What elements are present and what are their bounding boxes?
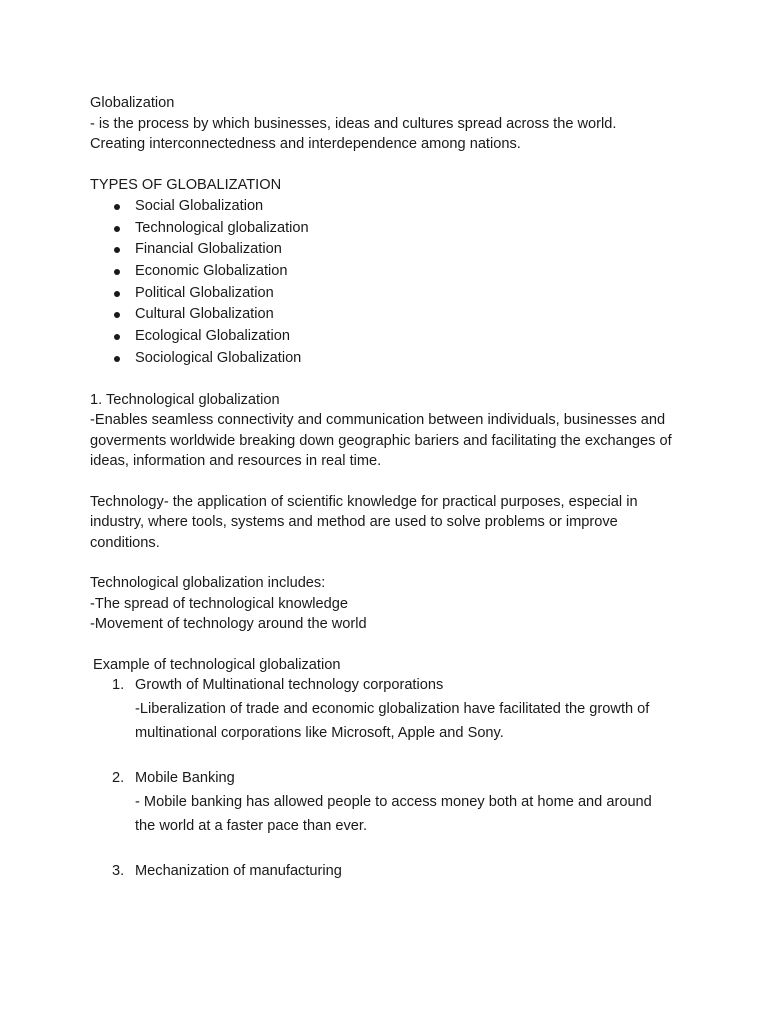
bullet-icon xyxy=(114,247,120,253)
list-item: Financial Globalization xyxy=(90,239,690,261)
bullet-icon xyxy=(114,334,120,340)
bullet-icon xyxy=(114,291,120,297)
tech-line-3: ideas, information and resources in real time. xyxy=(90,453,382,469)
types-heading: TYPES OF GLOBALIZATION xyxy=(90,176,282,193)
list-item: Sociological Globalization xyxy=(90,348,690,370)
list-item xyxy=(90,675,690,745)
technology-def-line-1: Technology- the application of scientific knowledge for practical purposes, especial in xyxy=(90,493,638,510)
examples-list xyxy=(90,675,690,882)
list-number: 3. xyxy=(112,863,125,879)
list-item: Cultural Globalization xyxy=(90,304,690,326)
includes-heading: Technological globalization includes: xyxy=(90,575,326,591)
includes-line-1: -The spread of technological knowledge xyxy=(90,595,348,612)
list-item: Technological globalization xyxy=(90,218,690,240)
list-item: Economic Globalization xyxy=(90,261,690,283)
list-item: Social Globalization xyxy=(90,196,690,218)
bullet-icon xyxy=(114,312,120,318)
list-item: Political Globalization xyxy=(90,283,690,305)
example-desc-line-1: - Mobile banking has allowed people to access money both at home and around xyxy=(135,794,652,810)
list-number: 2. xyxy=(112,770,125,786)
bullet-icon xyxy=(114,226,120,232)
example-title: Growth of Multinational technology corporations xyxy=(135,677,444,693)
example-desc-line-2: the world at a faster pace than ever. xyxy=(135,818,368,834)
list-item xyxy=(90,861,690,882)
tech-heading: 1. Technological globalization xyxy=(90,391,280,408)
list-number: 1. xyxy=(112,677,125,693)
example-desc-line-2: multinational corporations like Microsoft, Apple and Sony. xyxy=(135,725,504,741)
tech-line-2: goverments worldwide breaking down geographic bariers and facilitating the exchanges of xyxy=(90,432,672,449)
includes-line-2: -Movement of technology around the world xyxy=(90,616,367,632)
bullet-icon xyxy=(114,356,120,362)
example-desc-line-1: -Liberalization of trade and economic globalization have facilitated the growth of xyxy=(135,701,650,717)
doc-title: Globalization xyxy=(90,95,175,111)
technology-def-line-2: industry, where tools, systems and method are used to solve problems or improve xyxy=(90,514,618,530)
document-page xyxy=(90,93,690,882)
list-item: Ecological Globalization xyxy=(90,326,690,348)
definition-line-1: - is the process by which businesses, ideas and cultures spread across the world. xyxy=(90,115,617,132)
list-item xyxy=(90,768,690,838)
definition-line-2: Creating interconnectedness and interdependence among nations. xyxy=(90,136,521,152)
example-title: Mobile Banking xyxy=(135,770,235,786)
example-title: Mechanization of manufacturing xyxy=(135,863,342,879)
bullet-icon xyxy=(114,269,120,275)
tech-line-1: -Enables seamless connectivity and communication between individuals, businesses and xyxy=(90,412,666,428)
examples-heading: Example of technological globalization xyxy=(93,656,341,673)
bullet-icon xyxy=(114,204,120,210)
technology-def-line-3: conditions. xyxy=(90,534,160,551)
types-list xyxy=(90,196,690,370)
